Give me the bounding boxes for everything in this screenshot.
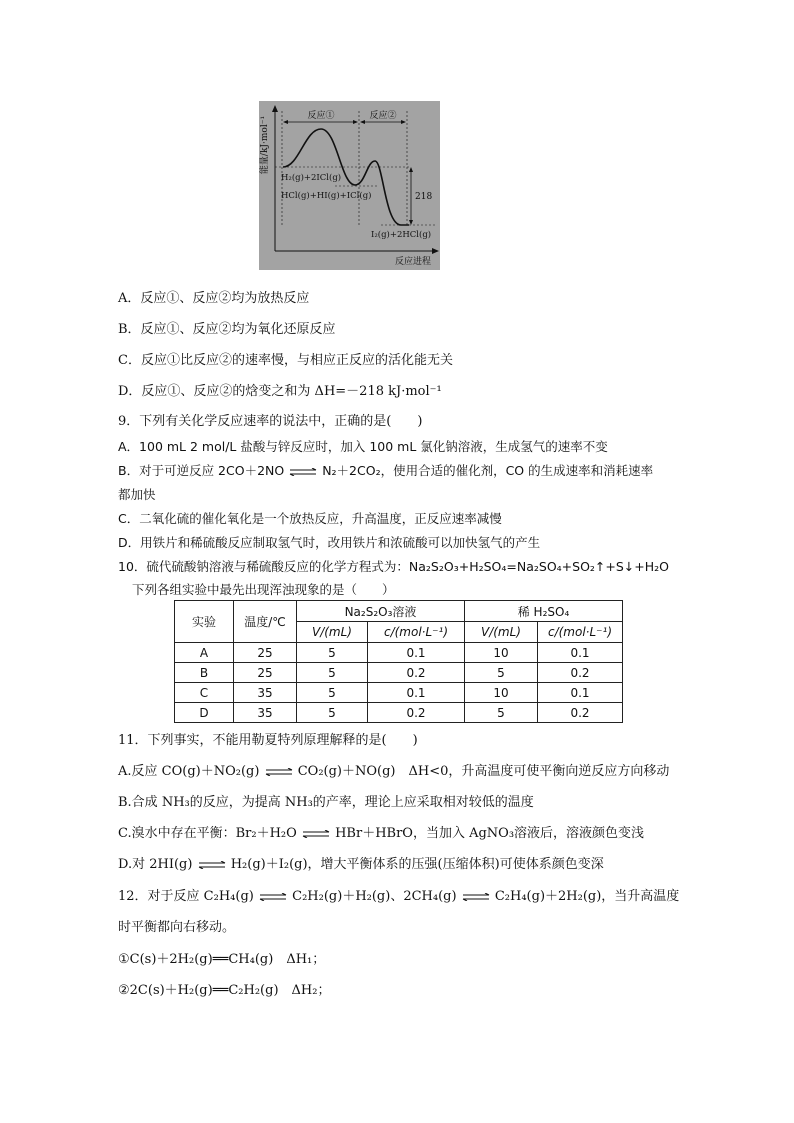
header-volume-2: V/(mL) <box>465 622 538 643</box>
q8-option-d: D．反应①、反应②的焓变之和为 ΔH=－218 kJ·mol⁻¹ <box>118 384 442 399</box>
q8-option-a: A．反应①、反应②均为放热反应 <box>118 291 310 306</box>
q11-option-d-right: H₂(g)＋I₂(g)，增大平衡体系的压强(压缩体积)可使体系颜色变深 <box>230 857 604 872</box>
x-axis-label: 反应进程 <box>394 257 432 267</box>
header-conc-1: c/(mol·L⁻¹) <box>368 622 465 643</box>
experiment-table <box>174 600 623 723</box>
q9-stem: 9．下列有关化学反应速率的说法中，正确的是( ) <box>118 414 423 429</box>
header-h2so4: 稀 H₂SO₄ <box>465 601 623 622</box>
equilibrium-arrow-icon <box>197 861 227 869</box>
q8-option-b: B．反应①、反应②均为氧化还原反应 <box>118 322 336 337</box>
q12-stem-3: C₂H₄(g)＋2H₂(g)，当升高温度 <box>494 889 680 904</box>
cell: C <box>175 683 234 703</box>
q9-option-b-cont: 都加快 <box>118 487 156 502</box>
q11-option-c <box>118 826 644 842</box>
q9-option-b-left: B．对于可逆反应 2CO＋2NO <box>118 463 285 478</box>
cell: 0.2 <box>368 663 465 683</box>
q9-option-c: C．二氧化硫的催化氧化是一个放热反应，升高温度，正反应速率减慢 <box>118 511 502 526</box>
header-volume-1: V/(mL) <box>297 622 368 643</box>
q11-option-a-right: CO₂(g)＋NO(g) ΔH<0，升高温度可使平衡向逆反应方向移动 <box>297 764 670 779</box>
figure-background <box>259 101 440 270</box>
table-row <box>175 703 623 723</box>
q12-equation-2: ②2C(s)＋H₂(g)══C₂H₂(g) ΔH₂； <box>118 983 331 998</box>
q9-option-a: A．100 mL 2 mol/L 盐酸与锌反应时，加入 100 mL 氯化钠溶液，生成氢气的速率不变 <box>118 439 608 454</box>
reaction1-label: 反应① <box>307 111 335 121</box>
cell: 0.2 <box>538 663 623 683</box>
q12-stem <box>118 889 679 905</box>
cell: B <box>175 663 234 683</box>
q12-equation-1: ①C(s)＋2H₂(g)══CH₄(g) ΔH₁； <box>118 952 326 967</box>
header-conc-2: c/(mol·L⁻¹) <box>538 622 623 643</box>
cell: 0.1 <box>538 643 623 663</box>
cell: 0.1 <box>538 683 623 703</box>
q9-option-b-right: N₂＋2CO₂，使用合适的催化剂，CO 的生成速率和消耗速率 <box>322 463 654 478</box>
header-na2s2o3: Na₂S₂O₃溶液 <box>297 601 465 622</box>
cell: A <box>175 643 234 663</box>
q11-option-b: B.合成 NH₃的反应，为提高 NH₃的产率，理论上应采取相对较低的温度 <box>118 795 534 810</box>
q11-option-a-left: A.反应 CO(g)＋NO₂(g) <box>118 764 260 779</box>
cell: 0.2 <box>538 703 623 723</box>
equilibrium-arrow-icon <box>461 893 491 901</box>
cell: 10 <box>465 643 538 663</box>
cell: 5 <box>297 643 368 663</box>
q9-option-b <box>118 463 653 479</box>
cell: D <box>175 703 234 723</box>
cell: 25 <box>234 643 297 663</box>
cell: 5 <box>297 683 368 703</box>
q8-option-c: C．反应①比反应②的速率慢，与相应正反应的活化能无关 <box>118 353 453 368</box>
q11-option-c-right: HBr＋HBrO，当加入 AgNO₃溶液后，溶液颜色变浅 <box>335 826 645 841</box>
table-row <box>175 643 623 663</box>
header-temperature: 温度/℃ <box>234 601 297 643</box>
reaction2-label: 反应② <box>369 111 397 121</box>
cell: 0.1 <box>368 643 465 663</box>
energy-diagram <box>259 101 440 270</box>
q10-stem2: 下列各组实验中最先出现浑浊现象的是（ ） <box>132 582 395 597</box>
q10-stem: 10．硫代硫酸钠溶液与稀硫酸反应的化学方程式为：Na₂S₂O₃+H₂SO₄=Na₂SO₄+SO₂↑+S↓+H₂O <box>118 559 670 574</box>
cell: 5 <box>465 663 538 683</box>
equilibrium-arrow-icon <box>301 830 331 838</box>
cell: 5 <box>297 703 368 723</box>
level2-label: HCl(g)+HI(g)+ICl(g) <box>281 191 372 201</box>
header-experiment: 实验 <box>175 601 234 643</box>
q9-option-d: D．用铁片和稀硫酸反应制取氢气时，改用铁片和浓硫酸可以加快氢气的产生 <box>118 535 541 550</box>
cell: 25 <box>234 663 297 683</box>
level3-label: I₂(g)+2HCl(g) <box>371 230 432 240</box>
cell: 35 <box>234 703 297 723</box>
cell: 10 <box>465 683 538 703</box>
table-row <box>175 683 623 703</box>
table-row <box>175 663 623 683</box>
q11-option-a <box>118 764 669 780</box>
delta-label: 218 <box>415 192 433 202</box>
cell: 0.2 <box>368 703 465 723</box>
q11-option-d-left: D.对 2HI(g) <box>118 857 193 872</box>
q11-option-d <box>118 857 604 873</box>
cell: 0.1 <box>368 683 465 703</box>
equilibrium-arrow-icon <box>264 768 294 776</box>
q11-stem: 11．下列事实，不能用勒夏特列原理解释的是( ) <box>118 733 418 748</box>
cell: 5 <box>297 663 368 683</box>
q11-option-c-left: C.溴水中存在平衡：Br₂＋H₂O <box>118 826 297 841</box>
cell: 5 <box>465 703 538 723</box>
level1-label: H₂(g)+2ICl(g) <box>281 173 342 183</box>
equilibrium-arrow-icon <box>258 893 288 901</box>
q12-stem-cont: 时平衡都向右移动。 <box>118 920 236 935</box>
y-axis-label: 能量/kJ·mol⁻¹ <box>260 115 270 175</box>
q12-stem-1: 12．对于反应 C₂H₄(g) <box>118 889 254 904</box>
q12-stem-2: C₂H₂(g)＋H₂(g)、2CH₄(g) <box>292 889 457 904</box>
equilibrium-arrow-icon <box>288 468 318 476</box>
cell: 35 <box>234 683 297 703</box>
